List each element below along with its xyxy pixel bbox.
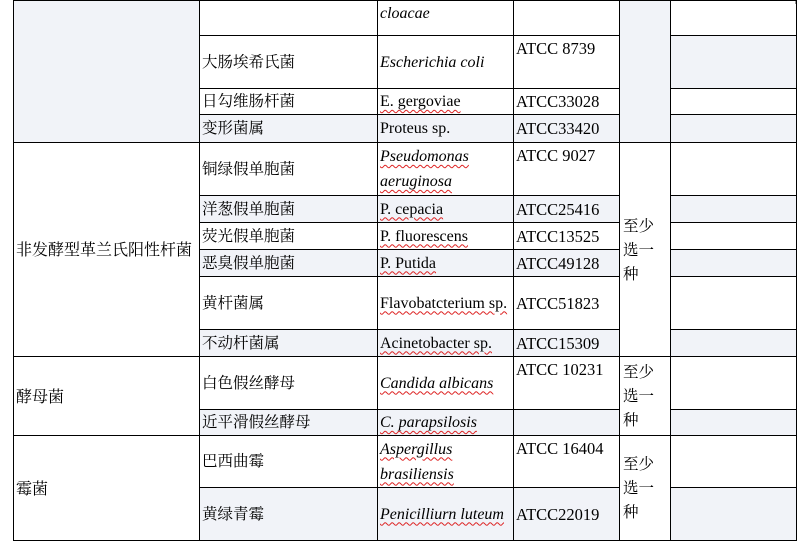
atcc-number [514, 410, 620, 436]
blank-cell [671, 436, 797, 488]
strain-name: 洋葱假单胞菌 [200, 196, 378, 223]
blank-cell [671, 36, 797, 89]
atcc-number: ATCC33420 [514, 115, 620, 143]
atcc-number: ATCC 10231 [514, 357, 620, 410]
category-cell: 非发酵型革兰氏阳性杆菌 [14, 143, 200, 357]
blank-cell [671, 115, 797, 143]
table-row [14, 1, 797, 36]
category-cell [14, 1, 200, 143]
strain-name: 铜绿假单胞菌 [200, 143, 378, 196]
blank-cell [671, 357, 797, 410]
latin-name: P. cepacia [378, 196, 514, 223]
latin-name: Flavobatcterium sp. [378, 277, 514, 330]
blank-cell [671, 89, 797, 115]
latin-name: P. fluorescens [378, 223, 514, 250]
strain-name [200, 1, 378, 36]
latin-name: Proteus sp. [378, 115, 514, 143]
latin-name: Candida albicans [378, 357, 514, 410]
blank-cell [671, 223, 797, 250]
strain-table [13, 0, 797, 541]
strain-name: 大肠埃希氏菌 [200, 36, 378, 89]
latin-name: Acinetobacter sp. [378, 330, 514, 357]
strain-name: 荧光假单胞菌 [200, 223, 378, 250]
strain-name: 恶臭假单胞菌 [200, 250, 378, 277]
latin-name: Pseudomonas aeruginosa [378, 143, 514, 196]
blank-cell [671, 1, 797, 36]
blank-cell [671, 330, 797, 357]
strain-name: 变形菌属 [200, 115, 378, 143]
strain-name: 近平滑假丝酵母 [200, 410, 378, 436]
latin-name: E. gergoviae [378, 89, 514, 115]
strain-name: 不动杆菌属 [200, 330, 378, 357]
atcc-number: ATCC 16404 [514, 436, 620, 488]
blank-cell [671, 143, 797, 196]
requirement-cell [620, 1, 671, 143]
atcc-number: ATCC33028 [514, 89, 620, 115]
latin-name: Aspergillus brasiliensis [378, 436, 514, 488]
atcc-number: ATCC 8739 [514, 36, 620, 89]
strain-name: 黄绿青霉 [200, 488, 378, 541]
strain-name: 日勾维肠杆菌 [200, 89, 378, 115]
atcc-number: ATCC13525 [514, 223, 620, 250]
latin-name: Escherichia coli [378, 36, 514, 89]
table-row [14, 357, 797, 410]
requirement-cell: 至少选一种 [620, 436, 671, 541]
requirement-cell: 至少选一种 [620, 357, 671, 436]
category-cell: 霉菌 [14, 436, 200, 541]
atcc-number: ATCC49128 [514, 250, 620, 277]
latin-name: Penicilliurn luteum [378, 488, 514, 541]
atcc-number [514, 1, 620, 36]
atcc-number: ATCC15309 [514, 330, 620, 357]
blank-cell [671, 196, 797, 223]
table-row [14, 143, 797, 196]
strain-name: 黄杆菌属 [200, 277, 378, 330]
blank-cell [671, 488, 797, 541]
atcc-number: ATCC51823 [514, 277, 620, 330]
table-row [14, 436, 797, 488]
blank-cell [671, 250, 797, 277]
atcc-number: ATCC 9027 [514, 143, 620, 196]
latin-name: cloacae [378, 1, 514, 36]
latin-name: P. Putida [378, 250, 514, 277]
latin-name: C. parapsilosis [378, 410, 514, 436]
atcc-number: ATCC25416 [514, 196, 620, 223]
atcc-number: ATCC22019 [514, 488, 620, 541]
blank-cell [671, 277, 797, 330]
strain-name: 巴西曲霉 [200, 436, 378, 488]
blank-cell [671, 410, 797, 436]
strain-name: 白色假丝酵母 [200, 357, 378, 410]
requirement-cell: 至少选一种 [620, 143, 671, 357]
category-cell: 酵母菌 [14, 357, 200, 436]
